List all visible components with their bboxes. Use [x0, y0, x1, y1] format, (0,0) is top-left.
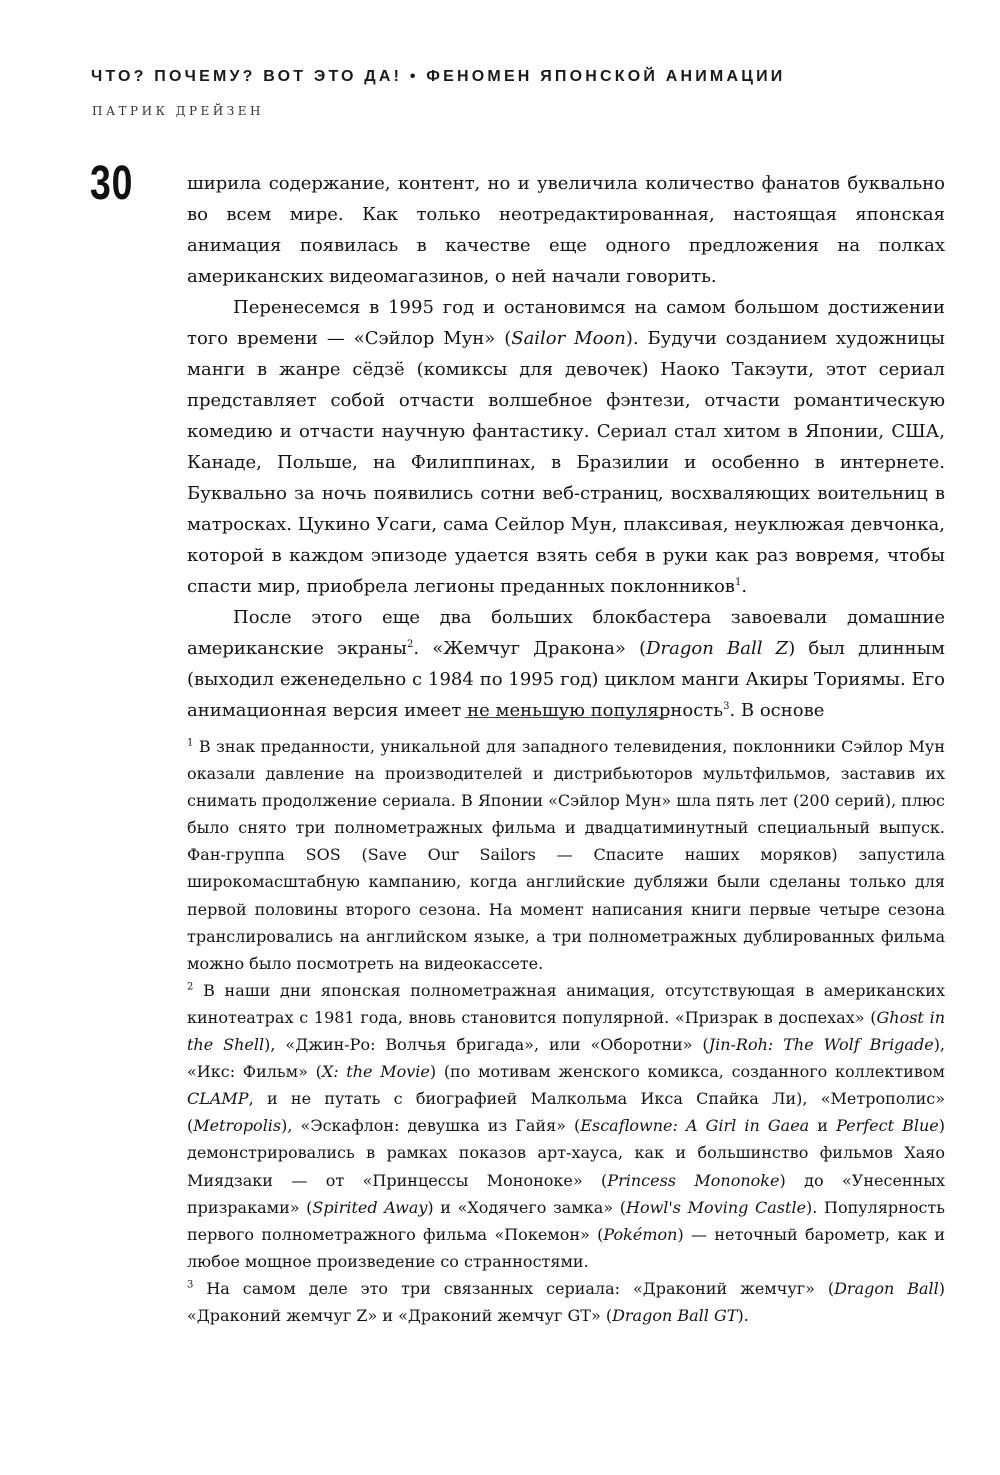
paragraph-3: После этого еще два больших блокбастера завоевали домашние американские экраны$^2$. «Жемчуг Дракона» (Dragon Ball Z) был длинным (выходил еженедельно с 1984 по 1995 год) циклом манги Акиры Ториямы. Его анимационная версия имеет не меньшую популярность$^3$. В основе	[187, 607, 945, 721]
paragraph-1: ширила содержание, контент, но и увеличила количество фанатов буквально во всем мире. Как только неотредактированная, настоящая японская анимация появилась в качестве еще одного предложения на полках американских видеомагазинов, о ней начали говорить.	[187, 173, 945, 287]
footnote-ref-3: 3	[723, 701, 730, 712]
author-name: ПАТРИК ДРЕЙЗЕН	[92, 104, 264, 118]
paragraph-2: Перенесемся в 1995 год и остановимся на самом большом достижении того времени — «Сэйлор Мун» (Sailor Moon). Будучи созданием художницы манги в жанре сёдзё (комиксы для девочек) Наоко Такэути, этот сериал представляет собой отчасти волшебное фэнтези, отчасти романтическую комедию и отчасти научную фантастику. Сериал стал хитом в Японии, США, Канаде, Польше, на Филиппинах, в Бразилии и особенно в интернете. Буквально за ночь появились сотни веб-страниц, восхваляющих воительниц в матросках. Цукино Усаги, сама Сейлор Мун, плаксивая, неуклюжая девчонка, которой в каждом эпизоде удается взять себя в руки как раз вовремя, чтобы спасти мир, приобрела легионы преданных поклонников$^1$.	[187, 297, 946, 597]
footnotes	[187, 733, 945, 1329]
footnote-1: $^1$ В знак преданности, уникальной для западного телевидения, поклонники Сэйлор Мун оказали давление на производителей и дистрибьюторов мультфильмов, заставив их снимать продолжение сериала. В Японии «Сэйлор Мун» шла пять лет (200 серий), плюс было снято три полнометражных фильма и двадцатиминутный специальный выпуск. Фан-группа SOS (Save Our Sailors — Спасите наших моряков) запустила широкомасштабную кампанию, когда английские дубляжи были сделаны только для первой половины второго сезона. На момент написания книги первые четыре сезона транслировались на английском языке, а три полнометражных дублированных фильма можно было посмотреть на видеокассете.	[187, 737, 945, 973]
running-head: ЧТО? ПОЧЕМУ? ВОТ ЭТО ДА! • ФЕНОМЕН ЯПОНСКОЙ АНИМАЦИИ	[91, 68, 786, 85]
footnote-3: $^3$ На самом деле это три связанных сериала: «Драконий жемчуг» (Dragon Ball) «Драконий жемчуг Z» и «Драконий жемчуг GT» (Dragon Ball GT).	[187, 1278, 946, 1325]
main-text	[187, 168, 945, 726]
footnote-2: $^2$ В наши дни японская полнометражная анимация, отсутствующая в американских кинотеатрах с 1981 года, вновь становится популярной. «Призрак в доспехах» (Ghost in the Shell), «Джин-Ро: Волчья бригада», или «Оборотни» (Jin-Roh: The Wolf Brigade), «Икс: Фильм» (X: the Movie) (по мотивам женского комикса, созданного коллективом CLAMP, и не путать с биографией Малкольма Икса Спайка Ли), «Метрополис» (Metropolis), «Эскафлон: девушка из Гайя» (Escaflowne: A Girl in Gaea и Perfect Blue) демонстрировались в рамках показов арт-хауса, как и большинство фильмов Хаяо Миядзаки — от «Принцессы Мононоке» (Princess Mononoke) до «Унесенных призраками» (Spirited Away) и «Ходячего замка» (Howl's Moving Castle). Популярность первого полнометражного фильма «Покемон» (Pokémon) — неточный барометр, как и любое мощное произведение со странностями.	[187, 980, 946, 1271]
page-number: 30	[90, 157, 134, 210]
footnote-ref-2: 2	[406, 639, 414, 650]
footnote-divider	[465, 717, 668, 718]
footnote-ref-1: 1	[734, 577, 742, 588]
